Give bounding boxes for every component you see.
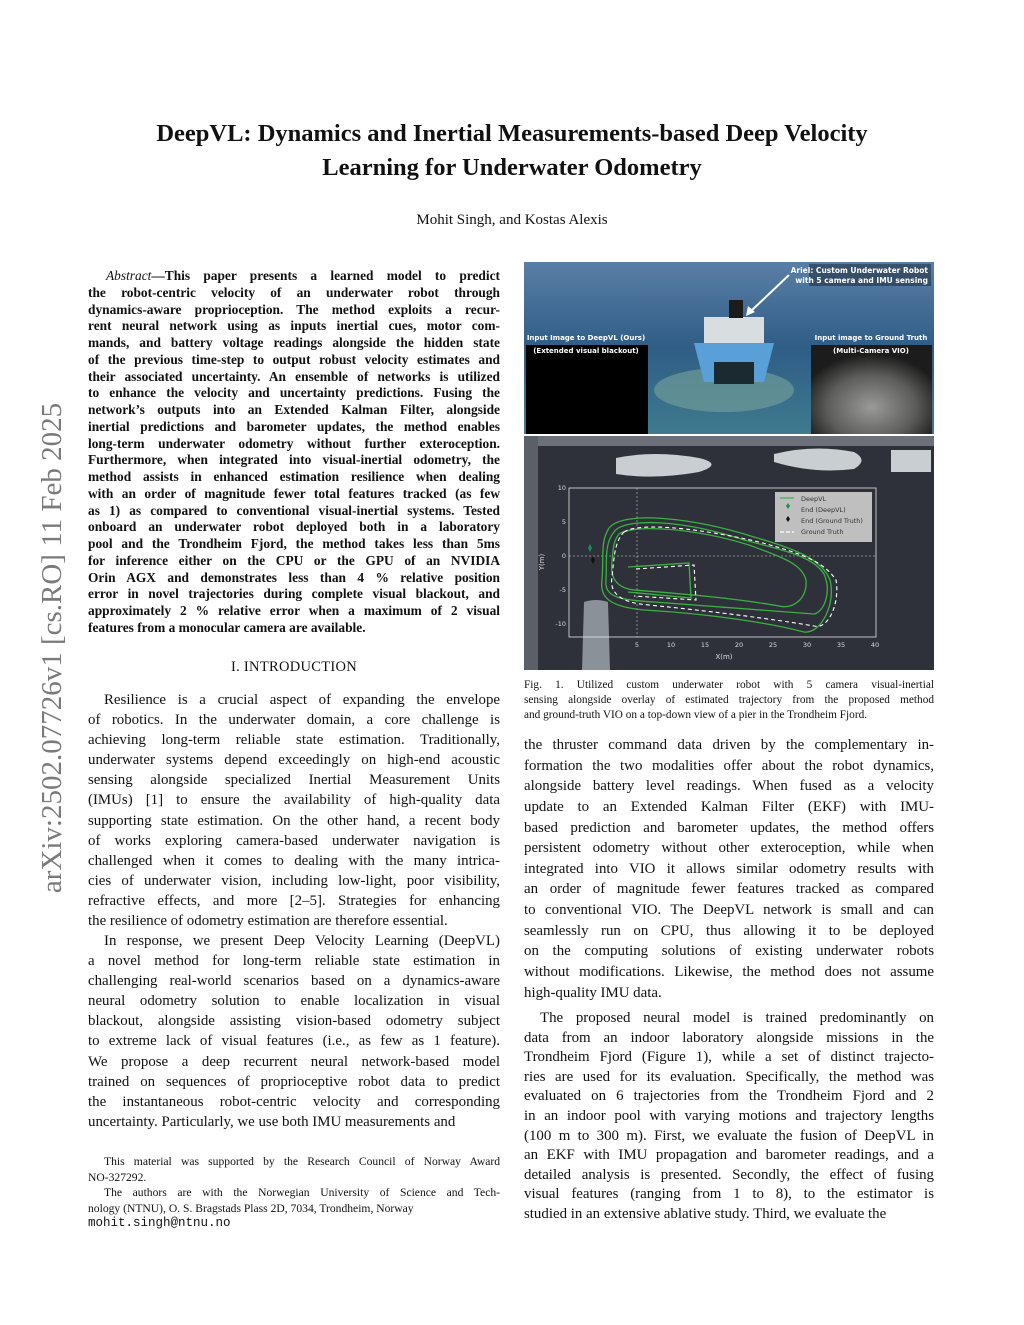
label-right-1: Input image to Ground Truth (814, 334, 928, 342)
intro-paragraph-1 (88, 690, 500, 931)
y-tick-label: 10 (557, 484, 566, 492)
text-line: underwater systems depend exceedingly on high-end acoustic (88, 752, 500, 769)
x-tick-label: 5 (634, 641, 640, 649)
title-line-1: DeepVL: Dynamics and Inertial Measurements-based Deep Velocity (156, 120, 868, 147)
abstract-label: Abstract (106, 268, 152, 283)
figure-1 (524, 262, 934, 670)
text-line: inertial predictions and barometer updates, the method enables (88, 418, 500, 434)
text-line: their associated uncertainty. An ensemble of networks is utilized (88, 368, 500, 384)
title-line-2: Learning for Underwater Odometry (322, 154, 702, 181)
text-line: cies of underwater vision, including low-light, poor visibility, (88, 872, 500, 889)
text-line: This material was supported by the Research Council of Norway Award (104, 1155, 500, 1168)
x-tick-label: 25 (768, 641, 778, 649)
text-line: onboard an underwater robot deployed both in a laboratory (88, 519, 500, 535)
text-line: refractive effects, and more [2–5]. Strategies for enhancing (88, 892, 500, 909)
text-line: (100 m to 300 m). First, we evaluate the fusion of DeepVL in (524, 1127, 934, 1144)
text-line: alongside battery level readings. When fused as a velocity (524, 778, 934, 795)
text-line: formation the two modalities offer about the robot dynamics, (524, 757, 934, 774)
text-line: on the computing solutions of existing underwater robots (524, 943, 934, 960)
text-line: based prediction and barometer updates, the method offers (524, 819, 934, 836)
text-line: the instantaneous robot-centric velocity and corresponding (88, 1093, 500, 1110)
text-line: and ground-truth VIO on a top-down view of a pier in the Trondheim Fjord. (524, 709, 868, 722)
label-right-2: (Multi-Camera VIO) (833, 347, 909, 355)
right-paragraph-2 (524, 1009, 934, 1225)
intro-paragraph-2 (88, 931, 500, 1132)
text-line: seamlessly run on CPU, thus allowing it to be deployed (524, 922, 934, 939)
label-robot-2: with 5 camera and IMU sensing (795, 276, 928, 285)
text-line: NO-327292. (88, 1170, 147, 1184)
text-line: long-term underwater odometry without further exteroception. (88, 435, 500, 451)
text-line: Trondheim Fjord (Figure 1), while a set of distinct trajecto- (524, 1049, 934, 1066)
right-paragraph-1 (524, 735, 934, 1003)
text-line: method assists in enhanced estimation resilience when dealing (88, 469, 500, 484)
y-axis-label: Y(m) (538, 553, 546, 571)
text-line: evaluated on 6 trajectories from the Trondheim Fjord and 2 (524, 1088, 934, 1105)
text-line: uncertainty. Particularly, we use both IMU measurements and (88, 1113, 456, 1130)
text-line: for inference either on the CPU or the GPU of an NVIDIA (88, 552, 500, 568)
text-line: a novel method for long-term reliable state estimation in (88, 953, 500, 970)
author-email[interactable]: mohit.singh@ntnu.no (88, 1216, 231, 1231)
text-line: detailed analysis is presented. Secondly, the effect of fusing (524, 1166, 934, 1183)
label-robot-1: Ariel: Custom Underwater Robot (790, 266, 928, 275)
y-tick-label: 5 (561, 518, 566, 526)
text-line: (IMUs) [1] to ensure the availability of high-quality data (88, 792, 500, 809)
text-line: Resilience is a crucial aspect of expanding the envelope (104, 692, 500, 708)
abstract (88, 268, 500, 637)
text-line: trained on sequences of proprioceptive robot data to predict (88, 1073, 500, 1090)
text-line: Fig. 1. Utilized custom underwater robot with 5 camera visual-inertial (524, 679, 934, 691)
text-line: with an order of magnitude fewer total features tracked (as few (88, 485, 500, 501)
x-tick-label: 30 (802, 641, 812, 649)
text-line: dynamics-aware proprioception. The method exploits a recur- (88, 301, 500, 317)
legend-end-gt: End (Ground Truth) (801, 517, 863, 525)
legend-ground-truth: Ground Truth (801, 528, 844, 536)
text-line: studied in an extensive ablative study. Third, we evaluate the (524, 1205, 887, 1222)
legend-deepvl: DeepVL (801, 495, 827, 503)
text-line: sensing alongside specialized Inertial Measurement Units (88, 772, 500, 789)
x-tick-label: 20 (734, 641, 744, 649)
authors: Mohit Singh, and Kostas Alexis (416, 212, 608, 228)
text-line: neural odometry solution to enable localization in visual (88, 993, 500, 1010)
abstract-line: Abstract—This paper presents a learned model to predict (106, 268, 500, 283)
text-line: challenging real-world scenarios based on a dynamics-aware (88, 973, 500, 990)
text-line: of the previous time-step to output robust velocity estimates and (88, 351, 500, 367)
text-line: without modifications. Likewise, the method does not assume (524, 964, 934, 981)
text-line: Furthermore, when integrated into visual-inertial odometry, the (88, 452, 500, 468)
text-line: mands, and battery voltage readings alongside the hidden state (88, 335, 500, 350)
abstract-body (88, 285, 500, 637)
text-line: to conventional VIO. The DeepVL network is small and can (524, 902, 934, 919)
x-axis-label: X(m) (715, 653, 733, 661)
arxiv-sidebar-stamp: arXiv:2502.07726v1 [cs.RO] 11 Feb 2025 (36, 402, 68, 894)
text-line: achieving long-term reliable state estimation. Traditionally, (88, 732, 500, 749)
footnote-affiliation (88, 1185, 500, 1216)
text-line: data from an indoor laboratory alongside missions in the (524, 1029, 934, 1046)
text-line: of robotics. In the underwater domain, a core challenge is (88, 712, 500, 729)
text-line: integrated into VIO it allows similar odometry results with (524, 860, 934, 877)
x-tick-label: 35 (836, 641, 846, 649)
x-tick-label: 10 (666, 641, 676, 649)
text-line: to enhance the velocity and uncertainty predictions. Fusing the (88, 385, 500, 401)
figure-1-image (524, 262, 934, 670)
footnotes (88, 1154, 500, 1230)
text-line: pool and the Trondheim Fjord, the method takes less than 5ms (88, 536, 500, 551)
text-line: the robot-centric velocity of an underwater robot through (88, 284, 500, 300)
figure-1-caption (524, 678, 934, 724)
text-line: In response, we present Deep Velocity Learning (DeepVL) (104, 933, 500, 949)
text-line: an order of magnitude fewer features tracked as compared (524, 881, 934, 898)
section-heading-introduction: I. INTRODUCTION (230, 659, 358, 675)
text-line: nology (NTNU), O. S. Bragstads Plass 2D, 7034, Trondheim, Norway (88, 1201, 414, 1215)
text-line: features from a monocular camera are available. (88, 619, 366, 635)
text-line: rent neural network using as inputs inertial cues, motor com- (88, 318, 500, 334)
footnote-funding (88, 1154, 500, 1185)
text-line: the resilience of odometry estimation are therefore essential. (88, 913, 448, 930)
text-line: supporting state estimation. On the other hand, a recent body (88, 812, 500, 829)
text-line: network’s outputs into an Extended Kalman Filter, alongside (88, 402, 500, 417)
y-tick-label: 0 (561, 552, 566, 560)
text-line: The proposed neural model is trained predominantly on (540, 1010, 934, 1026)
text-line: as 1) as compared to conventional visual-inertial systems. Tested (88, 502, 500, 518)
text-line: of works exploring camera-based underwater navigation is (88, 832, 500, 849)
text-line: sensing alongside overlay of estimated trajectory from the proposed method (524, 694, 934, 707)
text-line: update to an Extended Kalman Filter (EKF) with IMU- (524, 798, 934, 815)
text-line: We propose a deep recurrent neural network-based model (88, 1053, 500, 1070)
text-line: The authors are with the Norwegian University of Science and Tech- (104, 1186, 500, 1200)
label-left-2: (Extended visual blackout) (533, 347, 639, 355)
text-line: persistent odometry without other exteroception, while when (524, 840, 934, 857)
paper-title (0, 117, 1024, 185)
blackout-image (526, 345, 648, 434)
text-line: error in novel trajectories during complete visual blackout, and (88, 586, 500, 602)
label-left-1: Input Image to DeepVL (Ours) (526, 334, 646, 342)
y-tick-label: -10 (555, 620, 566, 628)
text-line: visual features (ranging from 1 to 8), to the estimator is (524, 1186, 934, 1203)
text-line: challenged when it comes to dealing with the many intrica- (88, 852, 500, 869)
text-line: in an indoor pool with varying motions and trajectory lengths (524, 1107, 934, 1124)
text-line: an EKF with IMU propagation and barometer readings, and a (524, 1147, 934, 1164)
text-line: the thruster command data driven by the complementary in- (524, 737, 934, 753)
ground-truth-camera-image (811, 345, 932, 434)
text-line: blackout, alongside assisting vision-based odometry subject (88, 1013, 500, 1030)
plot-legend (775, 492, 872, 542)
x-tick-label: 15 (700, 641, 710, 649)
text-line: to extreme lack of visual features (i.e., as few as 1 feature). (88, 1033, 500, 1050)
y-tick-label: -5 (559, 586, 566, 594)
legend-end-deepvl: End (DeepVL) (801, 506, 846, 514)
x-tick-label: 40 (870, 641, 880, 649)
text-line: approximately 2 % relative error when a maximum of 2 visual (88, 603, 500, 618)
text-line: high-quality IMU data. (524, 984, 662, 1001)
text-line: ries are used for its evaluation. Specifically, the method was (524, 1068, 934, 1085)
text-line: Orin AGX and demonstrates less than 4 % relative position (88, 569, 500, 585)
